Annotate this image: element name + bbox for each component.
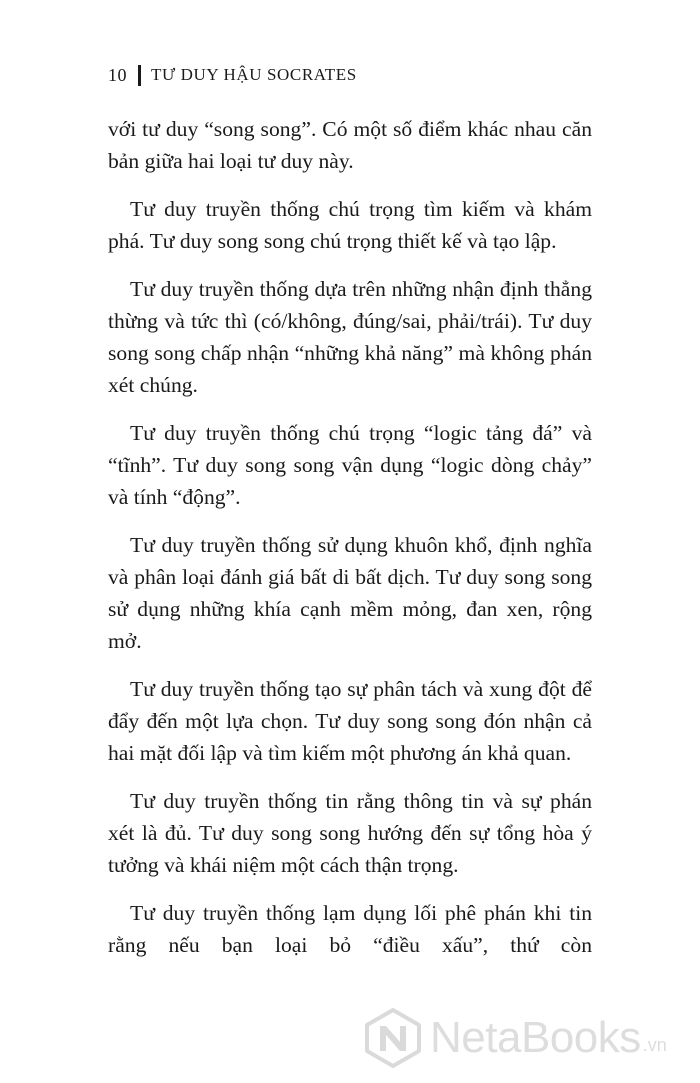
paragraph-3: Tư duy truyền thống dựa trên những nhận định thẳng thừng và tức thì (có/không, đúng/sai, phải/trái). Tư duy song song chấp nhận “những khả năng” mà không phán xét chúng. [108,277,592,397]
paragraph-6: Tư duy truyền thống tạo sự phân tách và xung đột để đẩy đến một lựa chọn. Tư duy song song đón nhận cả hai mặt đối lập và tìm kiếm một phương án khả quan. [108,677,592,765]
watermark-brand: NetaBooks [430,1013,641,1062]
netabooks-logo-icon [362,1007,424,1069]
watermark [362,1003,692,1073]
running-title: TƯ DUY HẬU SOCRATES [151,65,357,84]
header-divider [138,65,141,86]
paragraph-7: Tư duy truyền thống tin rằng thông tin và sự phán xét là đủ. Tư duy song song hướng đến sự tổng hòa ý tưởng và khái niệm một cách thận trọng. [108,789,592,877]
page-header [108,64,357,86]
watermark-suffix: .vn [642,1034,667,1055]
paragraph-5: Tư duy truyền thống sử dụng khuôn khổ, định nghĩa và phân loại đánh giá bất di bất dịch. Tư duy song song sử dụng những khía cạnh mềm mỏng, đan xen, rộng mở. [108,533,592,653]
paragraph-4: Tư duy truyền thống chú trọng “logic tảng đá” và “tĩnh”. Tư duy song song vận dụng “logic dòng chảy” và tính “động”. [108,421,592,509]
paragraph-8: Tư duy truyền thống lạm dụng lối phê phán khi tin rằng nếu bạn loại bỏ “điều xấu”, thứ còn [108,901,592,957]
paragraph-1: với tư duy “song song”. Có một số điểm khác nhau căn bản giữa hai loại tư duy này. [108,117,592,173]
page-number: 10 [108,64,127,85]
paragraph-2: Tư duy truyền thống chú trọng tìm kiếm và khám phá. Tư duy song song chú trọng thiết kế và tạo lập. [108,197,592,253]
body-text [108,113,592,977]
